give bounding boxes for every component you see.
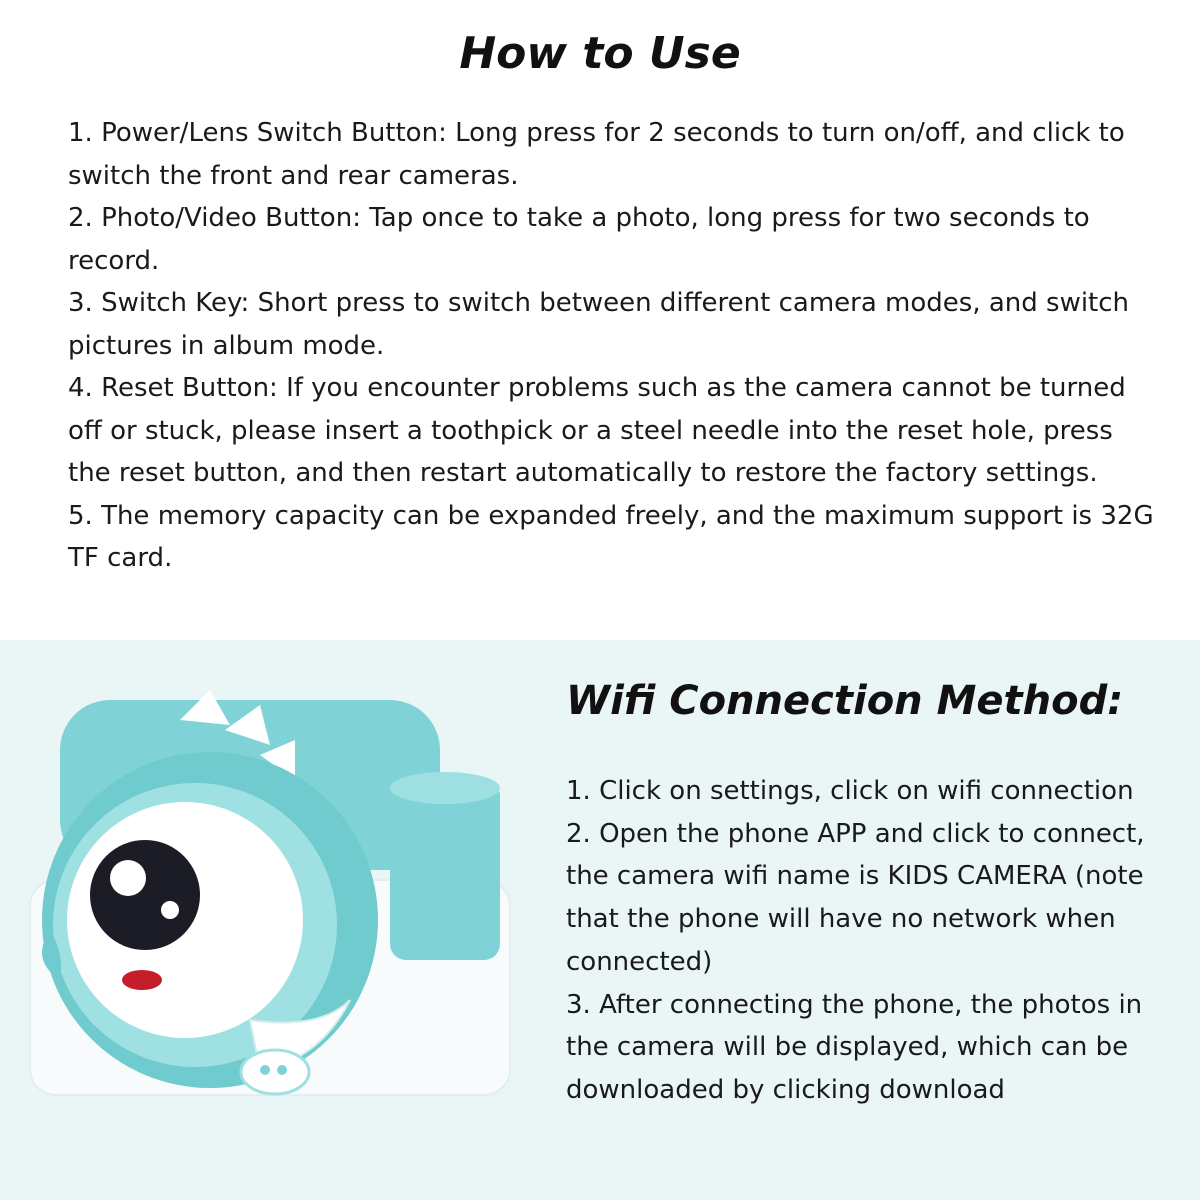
step-item: 2. Photo/Video Button: Tap once to take a photo, long press for two seconds to record. — [68, 203, 1090, 276]
how-to-use-steps — [68, 112, 1158, 580]
step-item: 1. Power/Lens Switch Button: Long press for 2 seconds to turn on/off, and click to switch the front and rear cameras. — [68, 118, 1125, 191]
kids-camera-image — [20, 680, 540, 1110]
wifi-connection-title: Wifi Connection Method: — [566, 678, 1124, 724]
step-item: 5. The memory capacity can be expanded freely, and the maximum support is 32G TF card. — [68, 500, 1154, 573]
wifi-steps — [566, 770, 1186, 1112]
step-item: 3. Switch Key: Short press to switch between different camera modes, and switch pictures in album mode. — [68, 288, 1130, 361]
wifi-step-item: 2. Open the phone APP and click to connect, the camera wifi name is KIDS CAMERA (note that the phone will have no network when connected) — [566, 818, 1145, 977]
step-item: 4. Reset Button: If you encounter problems such as the camera cannot be turned off or stuck, please insert a toothpick or a steel needle into the reset hole, press the reset button, and then restart automatically to restore the factory settings. — [68, 373, 1126, 488]
how-to-use-title: How to Use — [459, 28, 741, 79]
wifi-step-item: 1. Click on settings, click on wifi connection — [566, 776, 1134, 806]
wifi-step-item: 3. After connecting the phone, the photos in the camera will be displayed, which can be downloaded by clicking download — [566, 989, 1143, 1105]
